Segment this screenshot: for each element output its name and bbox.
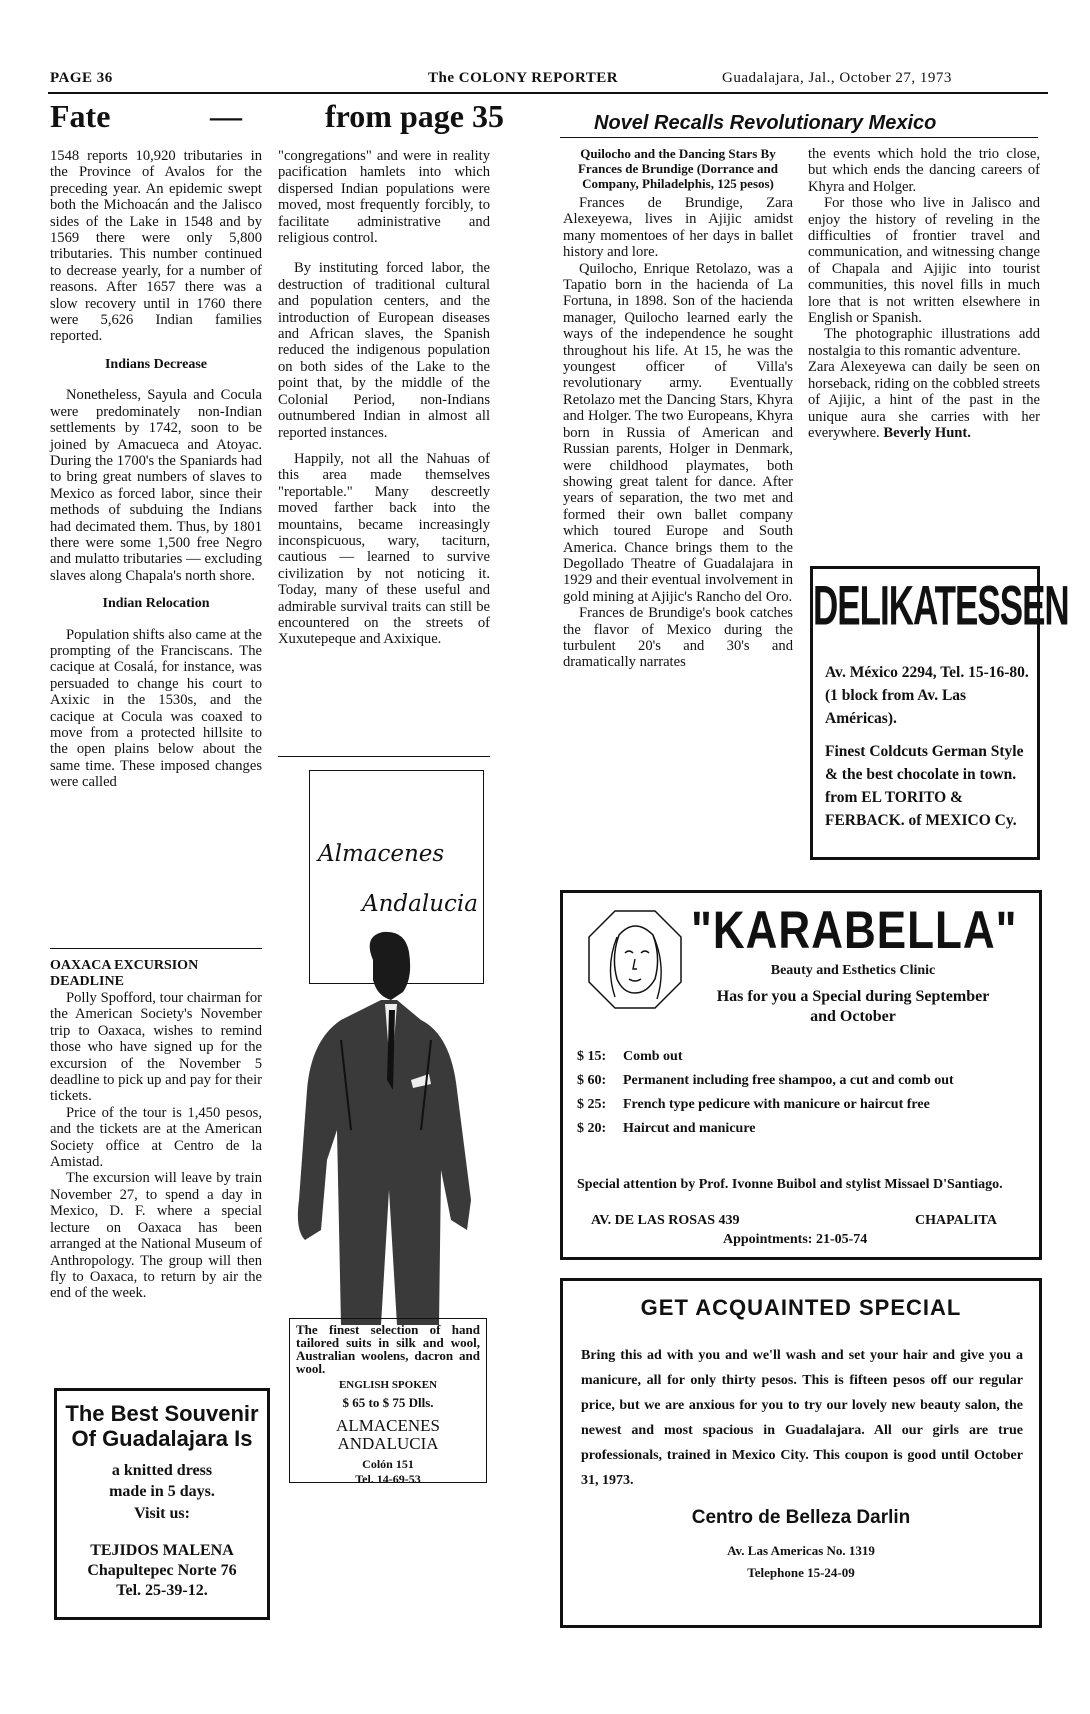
karabella-price-list [577,1049,1027,1145]
novel-column-2 [808,146,1040,441]
karabella-title: "KARABELLA" [691,901,1018,960]
almacenes-phone: Tel. 14-69-53 [355,1472,421,1486]
price-amount: $ 25: [577,1097,607,1112]
novel-rule [560,137,1038,138]
price-amount: $ 15: [577,1049,607,1064]
price-amount: $ 20: [577,1121,607,1136]
novel-byline: Beverly Hunt. [883,424,971,441]
novel-bibliography: Quilocho and the Dancing Stars By Frances de Brundige (Dorrance and Company, Philadelphis, 125 pesos) [577,146,779,191]
delikatessen-address: Av. México 2294, Tel. 15-16-80. (1 block from Av. Las Américas). [825,664,1029,727]
almacenes-name: ALMACENES [336,1416,440,1435]
novel-headline: Novel Recalls Revolutionary Mexico [594,112,937,134]
oaxaca-article [50,958,262,1302]
darlin-phone: Telephone 15-24-09 [747,1565,855,1580]
fate-paragraph: Population shifts also came at the prompting of the Franciscans. The cacique at Cosalá, for instance, was persuaded to change his court to Axixic in the 1530s, and the cacique at Cocula was coaxed to move from a protected hillsite to the open plains below about the same time. These imposed changes were called [50,626,262,791]
subhead-indian-relocation: Indian Relocation [102,596,210,612]
fate-paragraph: "congregations" and were in reality pacification hamlets into which dispersed Indian populations were moved, most frequently forcibly, to facilitate administrative and religious control. [278,148,490,247]
masthead-rule [48,92,1048,94]
fate-paragraph: By instituting forced labor, the destruction of traditional cultural and population centers, and the introduction of European diseases and African slaves, the Spanish reduced the indigenous population on both sides of the Lake to the point that, by the middle of the Colonial Period, non-Indians outnumbered Indian in almost all reported instances. [278,260,490,441]
price-description: Permanent including free shampoo, a cut and comb out [623,1073,954,1088]
fate-column-1 [50,148,262,791]
dateline: Guadalajara, Jal., October 27, 1973 [722,70,952,86]
page-number: PAGE 36 [50,70,113,86]
fate-paragraph: 1548 reports 10,920 tributaries in the Province of Avalos for the preceding year. An epidemic swept both the Michoacán and the Jalisco sides of the Lake in 1548 and by 1569 there were only 5,800 tributaries. This number continued to decrease yearly, for a number of reasons. After 1657 there was a slow recovery until in 1760 there were 5,626 Indian families reported. [50,148,262,345]
souvenir-address: Chapultepec Norte 76 [87,1562,237,1579]
almacenes-caption-box [289,1318,487,1486]
oaxaca-paragraph: The excursion will leave by train November 27, to spend a day in Mexico, D. F. where a special lecture on Oaxaca has been arranged at the National Museum of Anthropology. The group will then fly to Oaxaca, to return by air the end of the week. [50,1170,262,1302]
karabella-attention: Special attention by Prof. Ivonne Buibol and stylist Missael D'Santiago. [577,1177,1003,1192]
souvenir-shop-name: TEJIDOS MALENA [90,1542,234,1559]
novel-column-1 [563,146,793,671]
price-description: Haircut and manicure [623,1121,756,1136]
price-row [577,1049,1027,1065]
fate-headline-left: Fate [50,98,111,134]
price-description: Comb out [623,1049,683,1064]
column-divider [278,756,490,757]
darlin-ad-body: Bring this ad with you and we'll wash and set your hair and give you a manicure, all for only thirty pesos. This is fifteen pesos off our regular price, but we are anxious for you to try our lovely new beauty salon, the newest and most spacious in Guadalajara. All our girls are true professionals, trained in Mexico City. This coupon is good until October 31, 1973. [581,1348,1023,1488]
fate-headline-right: from page 35 [325,98,504,134]
darlin-ad-title: GET ACQUAINTED SPECIAL [640,1295,962,1320]
almacenes-price: $ 65 to $ 75 Dlls. [342,1395,434,1410]
almacenes-name: ANDALUCIA [337,1434,439,1453]
delikatessen-title: DELIKATESSEN [813,575,1069,638]
souvenir-line: Visit us: [134,1505,190,1522]
karabella-area: CHAPALITA [915,1213,997,1228]
karabella-special: Has for you a Special during September and October [716,988,990,1025]
delikatessen-ad [810,566,1069,860]
novel-paragraph: For those who live in Jalisco and enjoy the history of reveling in the difficulties of frontier travel and communication, and witnessing change of Chapala and Ajijic into tourist communities, this novel fills in much lore that is not written elsewhere in English or Spanish. [808,195,1040,327]
almacenes-script-line2: Andalucia [362,891,478,917]
almacenes-street: Colón 151 [362,1457,414,1471]
novel-paragraph: the events which hold the trio close, but which ends the dancing careers of Khyra and Holger. [808,146,1040,195]
price-row [577,1097,1027,1113]
fate-paragraph: Nonetheless, Sayula and Cocula were predominately non-Indian settlements by 1742, soon to be joined by Amacueca and Atoyac. During the 1700's the Spaniards had to bring great numbers of slaves to Mexico as forced labor, since their methods of subduing the Indians had decimated them. Thus, by 1801 there were some 1,500 free Negro and mulatto tributaries — excluding slaves along Chapala's north shore. [50,387,262,584]
novel-paragraph: Frances de Brundige, Zara Alexeyewa, lives in Ajijic amidst many momentoes of her days in ballet history and lore. [563,195,793,261]
column-divider [50,948,262,949]
headline-dash: — [210,98,242,134]
karabella-subtitle: Beauty and Esthetics Clinic [770,963,936,978]
almacenes-caption: The finest selection of hand tailored suits in silk and wool, Australian woolens, dacron and wool. [296,1322,480,1376]
souvenir-ad-title: The Best Souvenir Of Guadalajara Is [65,1401,259,1451]
darlin-salon-name: Centro de Belleza Darlin [691,1507,911,1528]
price-row [577,1073,1027,1089]
almacenes-ad [281,770,487,1706]
oaxaca-paragraph: Polly Spofford, tour chairman for the American Society's November trip to Oaxaca, wishes to remind those who have signed up for the excursion of the November 5 deadline to pick up and pay for their tickets. [50,990,262,1105]
karabella-address: AV. DE LAS ROSAS 439 [591,1213,740,1228]
karabella-ad [560,890,1042,1260]
novel-paragraph: Zara Alexeyewa can daily be seen on horseback, riding on the cobbled streets of Ajijic, a hint of the past in the unique aura she carries with her everywhere. [808,359,1040,441]
darlin-ad [560,1278,1042,1628]
price-amount: $ 60: [577,1073,607,1088]
darlin-address: Av. Las Americas No. 1319 [727,1543,875,1558]
souvenir-phone: Tel. 25-39-12. [116,1582,208,1599]
almacenes-english-spoken: ENGLISH SPOKEN [338,1379,438,1391]
novel-paragraph: Quilocho, Enrique Retolazo, was a Tapatio born in the hacienda of La Fortuna, in 1898. Son of the hacienda manager, Quilocho learned early the ways of the independence he sought throughout his life. At 15, he was the youngest officer of Villa's revolutionary army. Eventually Retolazo met the Dancing Stars, Khyra and Holger. The two Europeans, Khyra born in Russia of American and Russian parents, Holger in Denmark, were childhood playmates, both showing great talent for dance. After years of separation, the two met and formed their own ballet company which toured Europe and South America. Chance brings them to the Degollado Theatre of Guadalajara in 1929 and their eventual involvement in gold mining at Ajijic's Rancho del Oro. [563,260,793,605]
souvenir-ad [54,1388,270,1620]
souvenir-line: made in 5 days. [109,1483,215,1500]
price-description: French type pedicure with manicure or haircut free [623,1097,930,1112]
woman-face-illustration [585,907,685,1012]
novel-paragraph: Frances de Brundige's book catches the flavor of Mexico during the turbulent 20's and 30's and dramatically narrates [563,605,793,671]
delikatessen-body: Finest Coldcuts German Style & the best chocolate in town. from EL TORITO & FERBACK. of MEXICO Cy. [825,743,1024,829]
fate-column-2 [278,148,490,648]
oaxaca-paragraph: Price of the tour is 1,450 pesos, and the tickets are at the American Society office at Centro de la Amistad. [50,1104,262,1171]
subhead-indians-decrease: Indians Decrease [104,356,208,372]
newspaper-name: The COLONY REPORTER [428,70,619,86]
souvenir-line: a knitted dress [111,1462,213,1479]
suited-man-illustration [281,930,487,1325]
price-row [577,1121,1027,1137]
oaxaca-headline: OAXACA EXCURSION DEADLINE [50,958,199,989]
almacenes-script-line1: Almacenes [318,841,445,867]
novel-paragraph: The photographic illustrations add nostalgia to this romantic adventure. [808,326,1040,359]
karabella-appointments: Appointments: 21-05-74 [723,1232,868,1247]
fate-paragraph: Happily, not all the Nahuas of this area made themselves "reportable." Many descreetly moved farther back into the mountains, became increasingly inconspicuous, wary, taciturn, cautious — learned to survive civilization by not noticing it. Today, many of these useful and admirable survival traits can still be encountered on the streets of Xuxutepeque and Axixique. [278,450,490,648]
